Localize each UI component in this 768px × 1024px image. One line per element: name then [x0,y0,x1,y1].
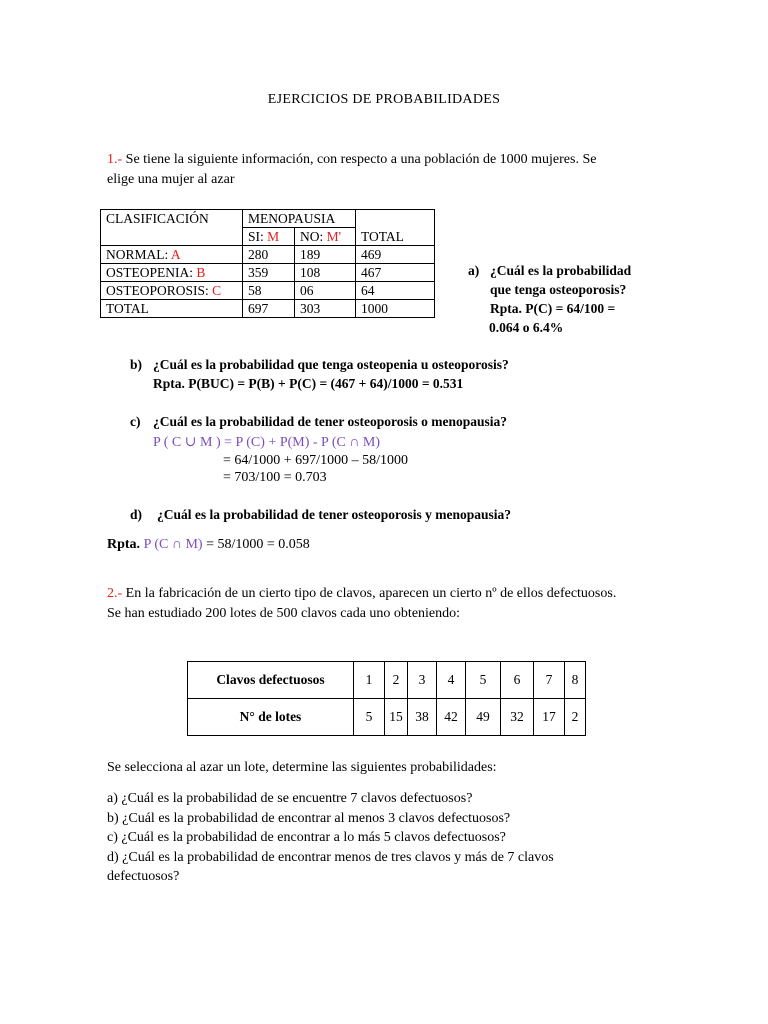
menopause-table [100,209,435,318]
question-c-text: ¿Cuál es la probabilidad de tener osteoporosis o menopausia? [153,414,508,429]
table-row: OSTEOPOROSIS: C 58 06 64 [101,282,435,300]
table-row: OSTEOPENIA: B 359 108 467 [101,264,435,282]
question-d-text: ¿Cuál es la probabilidad de tener osteoporosis y menopausia? [157,507,512,522]
problem-2-line1: En la fabricación de un cierto tipo de clavos, aparecen un cierto nº de ellos defectuosos. [122,586,617,601]
problem-2-line2: Se han estudiado 200 lotes de 500 clavos cada uno obteniendo: [107,606,461,621]
list-item: b) ¿Cuál es la probabilidad de encontrar al menos 3 clavos defectuosos? [107,810,511,826]
question-c-step2: = 703/100 = 0.703 [223,470,327,485]
problem-1-text [107,150,667,190]
table-row: Clavos defectuosos 1 2 3 4 5 6 7 8 [188,662,586,699]
list-item: a) ¿Cuál es la probabilidad de se encuentre 7 clavos defectuosos? [107,791,473,806]
question-a-answer: 0.064 o 6.4% [489,320,564,335]
question-c-formula: P ( C ∪ M ) = P (C) + P(M) - P (C ∩ M) [153,435,381,450]
question-b-answer: Rpta. P(BUC) = P(B) + P(C) = (467 + 64)/1000 = 0.531 [153,376,464,391]
header-no: NO: M' [295,228,356,246]
question-a-marker: a) [468,263,480,278]
table-row: NORMAL: A 280 189 469 [101,246,435,264]
problem-1-line2: elige una mujer al azar [107,172,235,187]
header-menopausia: MENOPAUSIA [243,210,356,228]
question-c-marker: c) [130,414,141,429]
table-row: N° de lotes 5 15 38 42 49 32 17 2 [188,699,586,736]
problem-2-text [107,584,687,624]
question-c-step1: = 64/1000 + 697/1000 – 58/1000 [223,453,408,468]
question-d-answer: Rpta. P (C ∩ M) = 58/1000 = 0.058 [107,537,310,552]
table-row: TOTAL 697 303 1000 [101,300,435,318]
row-label-lotes: N° de lotes [188,699,354,736]
problem-2-number: 2.- [107,586,123,601]
question-b-text: ¿Cuál es la probabilidad que tenga osteopenia u osteoporosis? [153,357,509,372]
document-title: EJERCICIOS DE PROBABILIDADES [267,92,501,107]
row-label-defectuosos: Clavos defectuosos [188,662,354,699]
list-item: d) ¿Cuál es la probabilidad de encontrar menos de tres clavos y más de 7 clavos [107,849,554,865]
nails-table [187,661,586,736]
list-item: defectuosos? [107,869,180,884]
question-a-block: ¿Cuál es la probabilidad que tenga osteoporosis? Rpta. P(C) = 64/100 = [490,263,632,316]
header-total: TOTAL [356,210,435,246]
question-d-marker: d) [130,507,143,522]
header-clasificacion: CLASIFICACIÓN [101,210,243,246]
header-si: SI: M [243,228,295,246]
problem-2-intro: Se selecciona al azar un lote, determine las siguientes probabilidades: [107,760,497,775]
problem-1-number: 1.- [107,152,123,167]
problem-2-questions [107,789,667,887]
problem-1-line1: Se tiene la siguiente información, con respecto a una población de 1000 mujeres. Se [122,152,597,167]
list-item: c) ¿Cuál es la probabilidad de encontrar a lo más 5 clavos defectuosos? [107,830,506,845]
question-b-marker: b) [130,357,143,372]
